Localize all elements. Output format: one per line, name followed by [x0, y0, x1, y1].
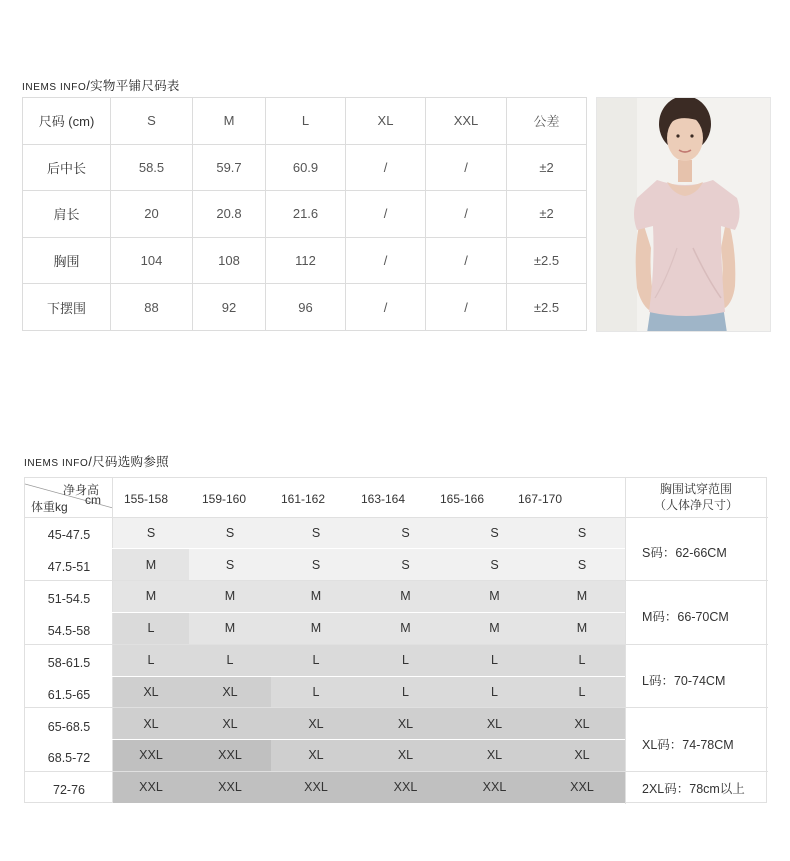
size-cell: L — [271, 676, 361, 708]
table-cell: / — [346, 191, 426, 238]
size-cell: L — [189, 644, 271, 676]
row-divider — [25, 580, 768, 581]
height-header: 155-158 — [123, 492, 169, 506]
size-cell: XXL — [361, 771, 450, 803]
model-photo — [596, 97, 771, 332]
table-cell: / — [426, 191, 507, 238]
size-cell: XL — [271, 740, 361, 772]
table-cell: ±2 — [507, 191, 587, 238]
size-cell: L — [539, 676, 625, 708]
table-row — [23, 237, 587, 284]
row-divider — [25, 803, 625, 804]
row-label: 胸围 — [23, 237, 111, 284]
chest-range-m: M码：66-70CM — [642, 610, 729, 624]
title-text: /实物平铺尺码表 — [86, 79, 180, 93]
chest-range-column — [625, 478, 767, 804]
size-cell: M — [189, 581, 271, 613]
header-cell: S — [111, 98, 193, 145]
divider — [625, 478, 626, 804]
chest-range-s: S码：62-66CM — [642, 546, 727, 560]
table-cell: 58.5 — [111, 144, 193, 191]
header-cell: XXL — [426, 98, 507, 145]
size-cell: M — [539, 612, 625, 644]
weight-label: 72-76 — [53, 783, 85, 797]
header-cell: M — [193, 98, 266, 145]
header-cell: XL — [346, 98, 426, 145]
size-cell: L — [271, 644, 361, 676]
size-cell: M — [189, 612, 271, 644]
title-text: /尺码选购参照 — [88, 455, 169, 469]
table-cell: ±2.5 — [507, 284, 587, 331]
size-cell: XL — [539, 740, 625, 772]
height-header: 161-162 — [280, 492, 326, 506]
size-cell: S — [539, 517, 625, 549]
weight-label: 54.5-58 — [47, 624, 91, 638]
size-cell: M — [539, 581, 625, 613]
size-cell: S — [450, 517, 539, 549]
size-cell: M — [271, 581, 361, 613]
table-cell: / — [426, 284, 507, 331]
corner-header — [25, 478, 113, 517]
size-cell: XL — [539, 708, 625, 740]
size-cell: XL — [361, 740, 450, 772]
height-header: 165-166 — [439, 492, 485, 506]
size-cell: S — [271, 517, 361, 549]
table-row — [23, 284, 587, 331]
size-cell: L — [539, 644, 625, 676]
size-guide-title — [24, 452, 169, 470]
weight-label: 61.5-65 — [47, 688, 91, 702]
size-cell: L — [450, 644, 539, 676]
chest-range-2xl: 2XL码：78cm以上 — [642, 782, 745, 796]
row-divider — [25, 707, 768, 708]
size-cell: XL — [361, 708, 450, 740]
size-cell: XXL — [539, 771, 625, 803]
corner-unit-label: cm — [85, 493, 101, 507]
table-cell: 59.7 — [193, 144, 266, 191]
size-cell: M — [361, 581, 450, 613]
table-cell: 96 — [266, 284, 346, 331]
divider — [112, 478, 113, 804]
height-header: 167-170 — [517, 492, 563, 506]
table-cell: ±2.5 — [507, 237, 587, 284]
weight-label: 68.5-72 — [47, 751, 91, 765]
row-divider — [25, 739, 625, 740]
row-divider — [25, 612, 625, 613]
header-tolerance: 公差 — [507, 98, 587, 145]
brand-label: INEMS INFO — [24, 458, 89, 469]
table-cell: 92 — [193, 284, 266, 331]
size-cell: S — [189, 517, 271, 549]
row-divider — [25, 644, 768, 645]
size-cell: XXL — [113, 771, 189, 803]
size-cell: S — [189, 549, 271, 581]
measure-table-title — [22, 76, 180, 94]
size-cell: S — [361, 549, 450, 581]
size-cell: XL — [450, 708, 539, 740]
table-cell: 108 — [193, 237, 266, 284]
table-cell: / — [426, 144, 507, 191]
size-cell: L — [361, 676, 450, 708]
size-cell: XL — [189, 676, 271, 708]
brand-label: INEMS INFO — [22, 82, 87, 93]
size-cell: M — [271, 612, 361, 644]
size-cell: XL — [113, 676, 189, 708]
row-divider — [25, 771, 768, 772]
size-cell: XXL — [450, 771, 539, 803]
size-cell: M — [113, 549, 189, 581]
table-row — [23, 191, 587, 238]
table-cell: 104 — [111, 237, 193, 284]
weight-label: 45-47.5 — [47, 528, 91, 542]
table-cell: / — [426, 237, 507, 284]
size-cell: M — [361, 612, 450, 644]
size-cell: L — [450, 676, 539, 708]
table-cell: 88 — [111, 284, 193, 331]
chest-range-header-line1: 胸围试穿范围 — [659, 482, 732, 496]
size-cell: S — [271, 549, 361, 581]
size-cell: XXL — [189, 771, 271, 803]
table-header-row — [23, 98, 587, 145]
table-cell: / — [346, 237, 426, 284]
table-cell: 21.6 — [266, 191, 346, 238]
table-row — [23, 144, 587, 191]
table-cell: / — [346, 144, 426, 191]
corner-height-label: 净身高 — [63, 483, 100, 497]
size-cell: S — [361, 517, 450, 549]
table-cell: ±2 — [507, 144, 587, 191]
row-label: 后中长 — [23, 144, 111, 191]
size-cell: XXL — [271, 771, 361, 803]
table-cell: 60.9 — [266, 144, 346, 191]
height-header: 159-160 — [201, 492, 247, 506]
size-cell: M — [113, 581, 189, 613]
measurement-table — [22, 97, 587, 331]
size-cell: L — [113, 644, 189, 676]
weight-label: 58-61.5 — [47, 656, 91, 670]
table-cell: / — [346, 284, 426, 331]
chest-range-header-line2: （人体净尺寸） — [653, 498, 738, 512]
weight-label: 65-68.5 — [47, 720, 91, 734]
size-cell: XL — [189, 708, 271, 740]
size-cell: S — [113, 517, 189, 549]
model-illustration — [597, 98, 771, 332]
size-guide-table — [24, 477, 767, 803]
chest-range-l: L码：70-74CM — [642, 674, 726, 688]
table-cell: 112 — [266, 237, 346, 284]
size-cell: S — [539, 549, 625, 581]
chest-range-xl: XL码：74-78CM — [642, 738, 734, 752]
size-cell: XL — [113, 708, 189, 740]
table-cell: 20 — [111, 191, 193, 238]
row-label: 下摆围 — [23, 284, 111, 331]
size-cell: L — [113, 612, 189, 644]
size-cell: XL — [450, 740, 539, 772]
size-cell: M — [450, 612, 539, 644]
row-divider — [25, 676, 625, 677]
size-cell: L — [361, 644, 450, 676]
height-header: 163-164 — [360, 492, 406, 506]
size-cell: XXL — [189, 740, 271, 772]
size-cell: M — [450, 581, 539, 613]
header-size-cm: 尺码 (cm) — [23, 98, 111, 145]
header-cell: L — [266, 98, 346, 145]
row-label: 肩长 — [23, 191, 111, 238]
table-cell: 20.8 — [193, 191, 266, 238]
weight-label: 51-54.5 — [47, 592, 91, 606]
size-cell: XXL — [113, 740, 189, 772]
corner-weight-label: 体重kg — [31, 500, 68, 514]
size-cell: S — [450, 549, 539, 581]
weight-label: 47.5-51 — [47, 560, 91, 574]
size-cell: XL — [271, 708, 361, 740]
row-divider — [25, 517, 768, 518]
row-divider — [25, 548, 625, 549]
